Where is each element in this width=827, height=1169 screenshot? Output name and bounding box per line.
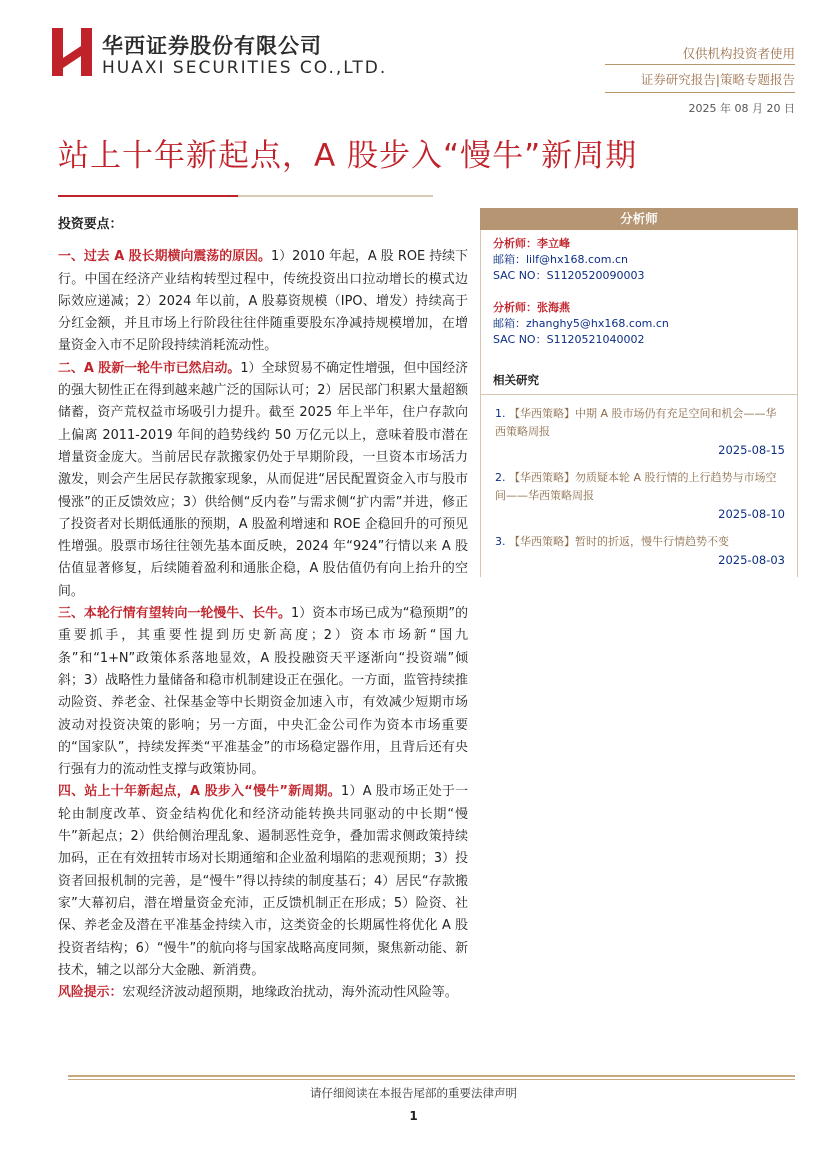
related-item-number: 2.	[495, 471, 506, 484]
related-item-date: 2025-08-15	[718, 443, 785, 457]
analyst-email[interactable]: 邮箱：lilf@hx168.com.cn	[493, 253, 629, 266]
highlight-text-1: 1）2010 年起，A 股 ROE 持续下行。中国在经济产业结构转型过程中，传统投资出口拉动增长的模式边际效应递减；2）2024 年以前，A 股募资规模（IPO、增发）持续高于分红金额，并且市场上行阶段往往伴随重要股东净减持规模增加，在增量资金入市不足阶段持续消耗流动性。	[58, 249, 468, 354]
related-item-title[interactable]: 【华西策略】中期 A 股市场仍有充足空间和机会——华西策略周报	[495, 407, 777, 438]
analyst-name: 分析师：张海燕	[493, 301, 570, 314]
brand-name-en: HUAXI SECURITIES CO.,LTD.	[102, 58, 388, 78]
page-number: 1	[409, 1109, 418, 1123]
highlight-paragraph-1	[58, 246, 468, 357]
report-title: 站上十年新起点，A 股步入“慢牛”新周期	[58, 138, 638, 174]
highlight-heading-1: 一、过去 A 股长期横向震荡的原因。	[58, 249, 271, 265]
footer-divider	[68, 1075, 795, 1077]
highlight-heading-3: 三、本轮行情有望转向一轮慢牛、长牛。	[58, 606, 291, 622]
highlight-paragraph-2	[58, 358, 468, 603]
footer-divider	[68, 1079, 795, 1080]
highlight-text-3: 1）资本市场已成为“稳预期”的重要抓手，其重要性提到历史新高度；2）资本市场新“国九条”和“1+N”政策体系落地显效，A 股投融资天平逐渐向“投资端”倾斜；3）战略性力量储备和稳市机制建设正在强化。一方面，监管持续推动险资、养老金、社保基金等中长期资金加速入市，有效减少短期市场波动对投资决策的影响；另一方面，中央汇金公司作为资本市场重要的“国家队”，持续发挥类“平准基金”的市场稳定器作用，且背后还有央行强有力的流动性支撑与政策协同。	[58, 606, 468, 778]
analyst-header: 分析师	[480, 208, 798, 230]
title-divider-accent	[58, 195, 238, 197]
legal-notice: 请仔细阅读在本报告尾部的重要法律声明	[310, 1086, 517, 1100]
related-item[interactable]	[481, 395, 797, 459]
analyst-sac: SAC NO：S1120521040002	[493, 333, 645, 346]
analyst-sac: SAC NO：S1120520090003	[493, 269, 645, 282]
related-item-number: 1.	[495, 407, 506, 420]
huaxi-logo-icon	[52, 28, 92, 76]
header-divider	[605, 64, 795, 65]
analyst-name: 分析师：李立峰	[493, 237, 570, 250]
related-item-date: 2025-08-10	[718, 507, 785, 521]
analyst-email[interactable]: 邮箱：zhanghy5@hx168.com.cn	[493, 317, 669, 330]
risk-heading: 风险提示：	[58, 985, 123, 1001]
analyst-card	[481, 284, 797, 348]
report-date: 2025 年 08 月 20 日	[688, 102, 795, 115]
highlight-text-4: 1）A 股市场正处于一轮由制度改革、资金结构优化和经济动能转换共同驱动的中长期“慢牛”新起点；2）供给侧治理乱象、遏制恶性竞争，叠加需求侧政策持续加码，正在有效扭转市场对长期通缩和企业盈利塌陷的悲观预期；3）投资者回报机制的完善，是“慢牛”得以持续的制度基石；4）居民“存款搬家”大幕初启，潜在增量资金充沛，正反馈机制正在形成；5）险资、社保、养老金及潜在平准基金持续入市，这类资金的长期属性将优化 A 股投资者结构；6）“慢牛”的航向将与国家战略高度同频，聚焦新动能、新技术，辅之以部分大金融、新消费。	[58, 784, 468, 978]
related-item-date: 2025-08-03	[718, 553, 785, 567]
related-item-title[interactable]: 【华西策略】暂时的折返，慢牛行情趋势不变	[509, 535, 729, 548]
related-item-title[interactable]: 【华西策略】勿质疑本轮 A 股行情的上行趋势与市场空间——华西策略周报	[495, 471, 777, 502]
highlight-text-2: 1）全球贸易不确定性增强，但中国经济的强大韧性正在得到越来越广泛的国际认可；2）居民部门积累大量超额储蓄，资产荒权益市场吸引力提升。截至 2025 年上半年，住户存款向上偏离 2011-2019 年间的趋势线约 50 万亿元以上，意味着股市潜在增量资金庞大。当前居民存款搬家仍处于早期阶段，一旦资本市场活力激发，则会产生居民存款搬家现象，从而促进“居民配置资金入市与股市慢涨”的正反馈效应；3）供给侧“反内卷”与需求侧“扩内需”并进，修正了投资者对长期低通胀的预期，A 股盈利增速和 ROE 企稳回升的可预见性增强。股票市场往往领先基本面反映，2024 年“924”行情以来 A 股估值显著修复，后续随着盈利和通胀企稳，A 股估值仍有向上抬升的空间。	[58, 360, 469, 599]
highlight-heading-4: 四、站上十年新起点，A 股步入“慢牛”新周期。	[58, 784, 342, 800]
related-item[interactable]	[481, 459, 797, 523]
report-type: 证券研究报告|策略专题报告	[640, 72, 795, 87]
analyst-card	[481, 230, 797, 284]
risk-paragraph	[58, 982, 468, 1004]
related-item[interactable]	[481, 523, 797, 577]
related-item-number: 3.	[495, 535, 506, 548]
sidebar	[480, 208, 798, 577]
risk-text: 宏观经济波动超预期，地缘政治扰动，海外流动性风险等。	[122, 985, 458, 1001]
highlight-paragraph-3	[58, 603, 468, 781]
audience-note: 仅供机构投资者使用	[682, 46, 795, 61]
highlight-heading-2: 二、A 股新一轮牛市已然启动。	[58, 360, 241, 376]
highlights-heading: 投资要点：	[58, 217, 123, 232]
header-divider	[605, 92, 795, 93]
brand-name-cn: 华西证券股份有限公司	[102, 34, 322, 58]
related-research-heading: 相关研究	[493, 373, 539, 387]
sidebar-box	[480, 230, 798, 577]
investment-highlights	[58, 214, 468, 1004]
highlight-paragraph-4	[58, 781, 468, 982]
